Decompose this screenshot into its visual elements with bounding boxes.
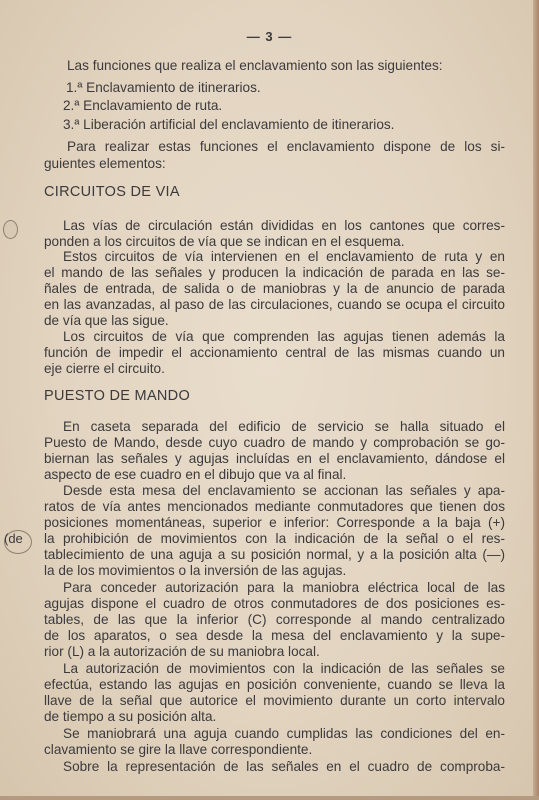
intro-para-line: guientes elementos: <box>44 156 166 171</box>
intro-lead: Las funciones que realiza el enclavamiento son las siguientes: <box>67 58 443 73</box>
paragraph-line: el mando de las señales y producen la indicación de parada en las se- <box>44 265 505 280</box>
paragraph-line: posiciones momentáneas, superior e inferior: Corresponde a la baja (+) <box>44 515 505 530</box>
paragraph-line: llave de la señal que autorice el movimiento durante un corto intervalo <box>44 693 505 708</box>
page-bottom-edge <box>0 796 539 800</box>
paragraph-line: La autorización de movimientos con la indicación de las señales se <box>63 661 505 676</box>
paragraph-line: tablecimiento de una aguja a su posición normal, y a la posición alta (—) <box>44 547 505 562</box>
paragraph-line: Se maniobrará una aguja cuando cumplidas las condiciones del en- <box>63 726 505 741</box>
binding-hole-top <box>3 220 18 239</box>
paragraph-line: de tiempo a su posición alta. <box>44 709 217 724</box>
paragraph-line: eje cierre el circuito. <box>44 361 165 376</box>
paragraph-line: Las vías de circulación están divididas en los cantones que corres- <box>63 218 505 233</box>
paragraph-line: ponden a los circuitos de vía que se indican en el esquema. <box>44 234 405 249</box>
paragraph-line: en las avanzadas, al paso de las circulaciones, cuando se ocupa el circuito <box>44 297 505 312</box>
intro-para-line: Para realizar estas funciones el enclavamiento dispone de los si- <box>67 139 505 154</box>
paragraph-line: de vía que las sigue. <box>44 313 169 328</box>
paragraph-line: Para conceder autorización para la maniobra eléctrica local de las <box>63 580 505 595</box>
page-edge <box>533 0 539 800</box>
list-item-2: 2.ª Enclavamiento de ruta. <box>63 98 223 113</box>
section-heading-puesto: PUESTO DE MANDO <box>44 388 191 404</box>
paragraph-line: ratos de vía antes mencionados mediante conmutadores que tienen dos <box>44 499 505 514</box>
paragraph-line: ñales de entrada, de salida o de maniobras y la de anuncio de parada <box>44 281 505 296</box>
paragraph-line: Estos circuitos de vía intervienen en el enclavamiento de ruta y en <box>63 249 505 264</box>
section-heading-circuitos: CIRCUITOS DE VIA <box>44 184 180 200</box>
list-item-3: 3.ª Liberación artificial del enclavamiento de itinerarios. <box>63 117 395 132</box>
paragraph-line: biernan las señales y agujas incluídas en el enclavamiento, dándose el <box>44 451 505 466</box>
paragraph-line: Los circuitos de vía que comprenden las agujas tienen además la <box>63 329 505 344</box>
paragraph-line: la prohibición de movimientos con la indicación de la señal o el res- <box>44 531 505 546</box>
paragraph-line: agujas dispone el cuadro de otros conmutadores de dos posiciones es- <box>44 596 505 611</box>
paragraph-line: clavamiento se gire la llave correspondiente. <box>44 742 313 757</box>
paragraph-line: función de impedir el accionamiento central de las mismas cuando un <box>44 345 505 360</box>
paragraph-line: Sobre la representación de las señales en el cuadro de comproba- <box>63 759 505 774</box>
paragraph-line: tables, de las que la inferior (C) corresponde al mando centralizado <box>44 612 505 627</box>
paragraph-line: Puesto de Mando, desde cuyo cuadro de mando y comprobación se go- <box>44 435 505 450</box>
paragraph-line: rior (L) a la autorización de su maniobra local. <box>44 644 320 659</box>
paragraph-line: efectúa, estando las agujas en posición conveniente, cuando se lleva la <box>44 677 505 692</box>
list-item-1: 1.ª Enclavamiento de itinerarios. <box>66 80 261 95</box>
paragraph-line: Desde esta mesa del enclavamiento se accionan las señales y apa- <box>63 483 505 498</box>
page-number: — 3 — <box>246 29 293 44</box>
paragraph-line: En caseta separada del edificio de servicio se halla situado el <box>63 419 505 434</box>
paragraph-line: la de los movimientos o la inversión de las agujas. <box>44 563 347 578</box>
paragraph-line: aspecto de ese cuadro en el dibujo que va al final. <box>44 467 347 482</box>
margin-note: (de <box>4 531 23 546</box>
paragraph-line: de los aparatos, o sea desde la mesa del enclavamiento y la supe- <box>44 628 505 643</box>
